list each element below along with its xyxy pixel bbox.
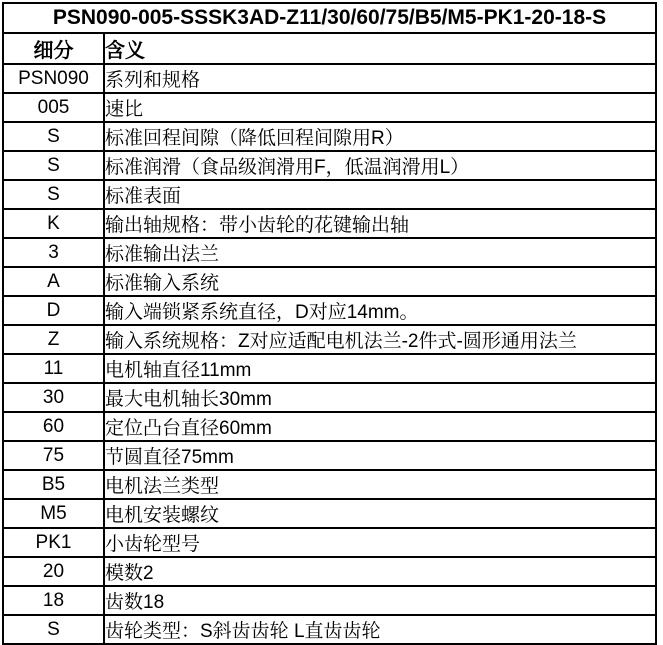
meaning-cell: 输出轴规格：带小齿轮的花键输出轴 bbox=[104, 209, 656, 238]
table-row bbox=[3, 354, 656, 383]
table-row bbox=[3, 64, 656, 93]
table-row bbox=[3, 470, 656, 499]
meaning-cell: 输入系统规格：Z对应适配电机法兰-2件式-圆形通用法兰 bbox=[104, 325, 656, 354]
code-cell: S bbox=[3, 180, 104, 209]
table-row bbox=[3, 615, 656, 644]
code-cell: K bbox=[3, 209, 104, 238]
meaning-cell: 标准润滑（食品级润滑用F，低温润滑用L） bbox=[104, 151, 656, 180]
code-cell: 60 bbox=[3, 412, 104, 441]
meaning-cell: 电机法兰类型 bbox=[104, 470, 656, 499]
table-row bbox=[3, 151, 656, 180]
header-row bbox=[3, 33, 656, 64]
meaning-cell: 速比 bbox=[104, 93, 656, 122]
code-cell: S bbox=[3, 615, 104, 644]
column-header-meaning: 含义 bbox=[104, 33, 656, 64]
meaning-cell: 定位凸台直径60mm bbox=[104, 412, 656, 441]
meaning-cell: 最大电机轴长30mm bbox=[104, 383, 656, 412]
table-row bbox=[3, 383, 656, 412]
table-row bbox=[3, 238, 656, 267]
table-row bbox=[3, 499, 656, 528]
meaning-cell: 齿轮类型：S斜齿齿轮 L直齿齿轮 bbox=[104, 615, 656, 644]
meaning-cell: 标准输入系统 bbox=[104, 267, 656, 296]
table-row bbox=[3, 528, 656, 557]
meaning-cell: 系列和规格 bbox=[104, 64, 656, 93]
column-header-code: 细分 bbox=[3, 33, 104, 64]
meaning-cell: 电机安装螺纹 bbox=[104, 499, 656, 528]
table-row bbox=[3, 586, 656, 615]
code-cell: 11 bbox=[3, 354, 104, 383]
meaning-cell: 齿数18 bbox=[104, 586, 656, 615]
meaning-cell: 标准表面 bbox=[104, 180, 656, 209]
code-cell: S bbox=[3, 151, 104, 180]
product-code-title: PSN090-005-SSSK3AD-Z11/30/60/75/B5/M5-PK1-20-18-S bbox=[3, 3, 656, 33]
code-cell: A bbox=[3, 267, 104, 296]
code-cell: 20 bbox=[3, 557, 104, 586]
meaning-cell: 电机轴直径11mm bbox=[104, 354, 656, 383]
code-cell: PSN090 bbox=[3, 64, 104, 93]
meaning-cell: 节圆直径75mm bbox=[104, 441, 656, 470]
code-cell: 005 bbox=[3, 93, 104, 122]
table-row bbox=[3, 441, 656, 470]
code-cell: B5 bbox=[3, 470, 104, 499]
code-cell: Z bbox=[3, 325, 104, 354]
table-row bbox=[3, 296, 656, 325]
table-row bbox=[3, 325, 656, 354]
code-cell: 3 bbox=[3, 238, 104, 267]
meaning-cell: 模数2 bbox=[104, 557, 656, 586]
code-cell: PK1 bbox=[3, 528, 104, 557]
meaning-cell: 标准回程间隙（降低回程间隙用R） bbox=[104, 122, 656, 151]
code-cell: D bbox=[3, 296, 104, 325]
table-row bbox=[3, 412, 656, 441]
table-row bbox=[3, 122, 656, 151]
code-cell: 18 bbox=[3, 586, 104, 615]
code-cell: S bbox=[3, 122, 104, 151]
table-row bbox=[3, 267, 656, 296]
table-row bbox=[3, 93, 656, 122]
code-cell: 30 bbox=[3, 383, 104, 412]
table-row bbox=[3, 557, 656, 586]
code-cell: M5 bbox=[3, 499, 104, 528]
meaning-cell: 输入端锁紧系统直径，D对应14mm。 bbox=[104, 296, 656, 325]
meaning-cell: 标准输出法兰 bbox=[104, 238, 656, 267]
product-code-breakdown-table bbox=[2, 2, 657, 645]
table-row bbox=[3, 180, 656, 209]
meaning-cell: 小齿轮型号 bbox=[104, 528, 656, 557]
code-cell: 75 bbox=[3, 441, 104, 470]
title-row bbox=[3, 3, 656, 33]
table-row bbox=[3, 209, 656, 238]
